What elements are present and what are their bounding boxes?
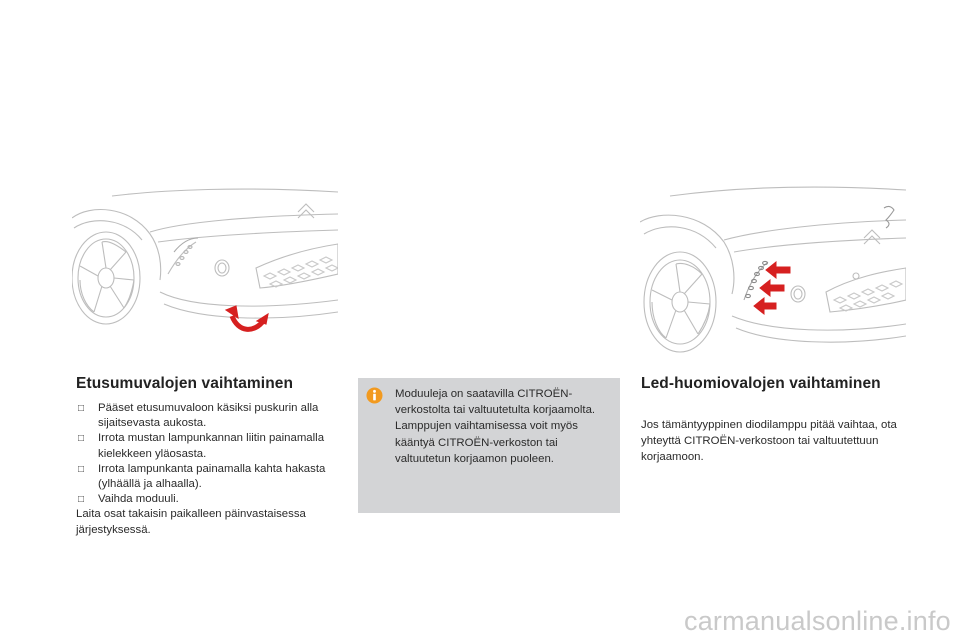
fog-light-heading: Etusumuvalojen vaihtaminen — [76, 375, 294, 392]
fog-light-illustration — [72, 182, 338, 344]
checkbox-bullet-icon: □ — [78, 463, 85, 475]
checkbox-bullet-icon: □ — [78, 433, 85, 445]
step-item — [76, 401, 338, 431]
step-item — [76, 431, 338, 461]
step-text: Irrota mustan lampunkannan liitin painamalla kielekkeen yläosasta. — [98, 432, 325, 460]
led-light-text: Jos tämäntyyppinen diodilamppu pitää vaihtaa, ota yhteyttä CITROËN-verkostoon tai valtuutettuun korjaamoon. — [641, 419, 897, 464]
led-light-heading: Led-huomiovalojen vaihtaminen — [641, 375, 881, 392]
info-note-box — [358, 378, 620, 513]
checkbox-bullet-icon: □ — [78, 494, 85, 506]
closing-text: Laita osat takaisin paikalleen päinvastaisessa järjestyksessä. — [76, 508, 306, 536]
step-text: Vaihda moduuli. — [98, 493, 179, 506]
step-text: Irrota lampunkanta painamalla kahta hakasta (ylhäällä ja alhaalla). — [98, 462, 326, 491]
led-daytime-light-illustration — [640, 182, 906, 364]
watermark: carmanualsonline.info — [684, 606, 951, 636]
fog-light-steps — [76, 401, 338, 538]
info-note-text: Moduuleja on saatavilla CITROËN-verkostolta tai valtuutetulta korjaamolta. Lamppujen vaihtamisessa voit myös kääntyä CITROËN-verkoston tai valtuutetun korjaamon puoleen. — [395, 388, 596, 465]
checkbox-bullet-icon: □ — [78, 403, 85, 414]
step-text: Pääset etusumuvaloon käsiksi puskurin alla sijaitsevasta aukosta. — [98, 402, 319, 430]
info-icon — [366, 387, 383, 404]
step-item — [76, 462, 338, 492]
step-item — [76, 492, 338, 507]
